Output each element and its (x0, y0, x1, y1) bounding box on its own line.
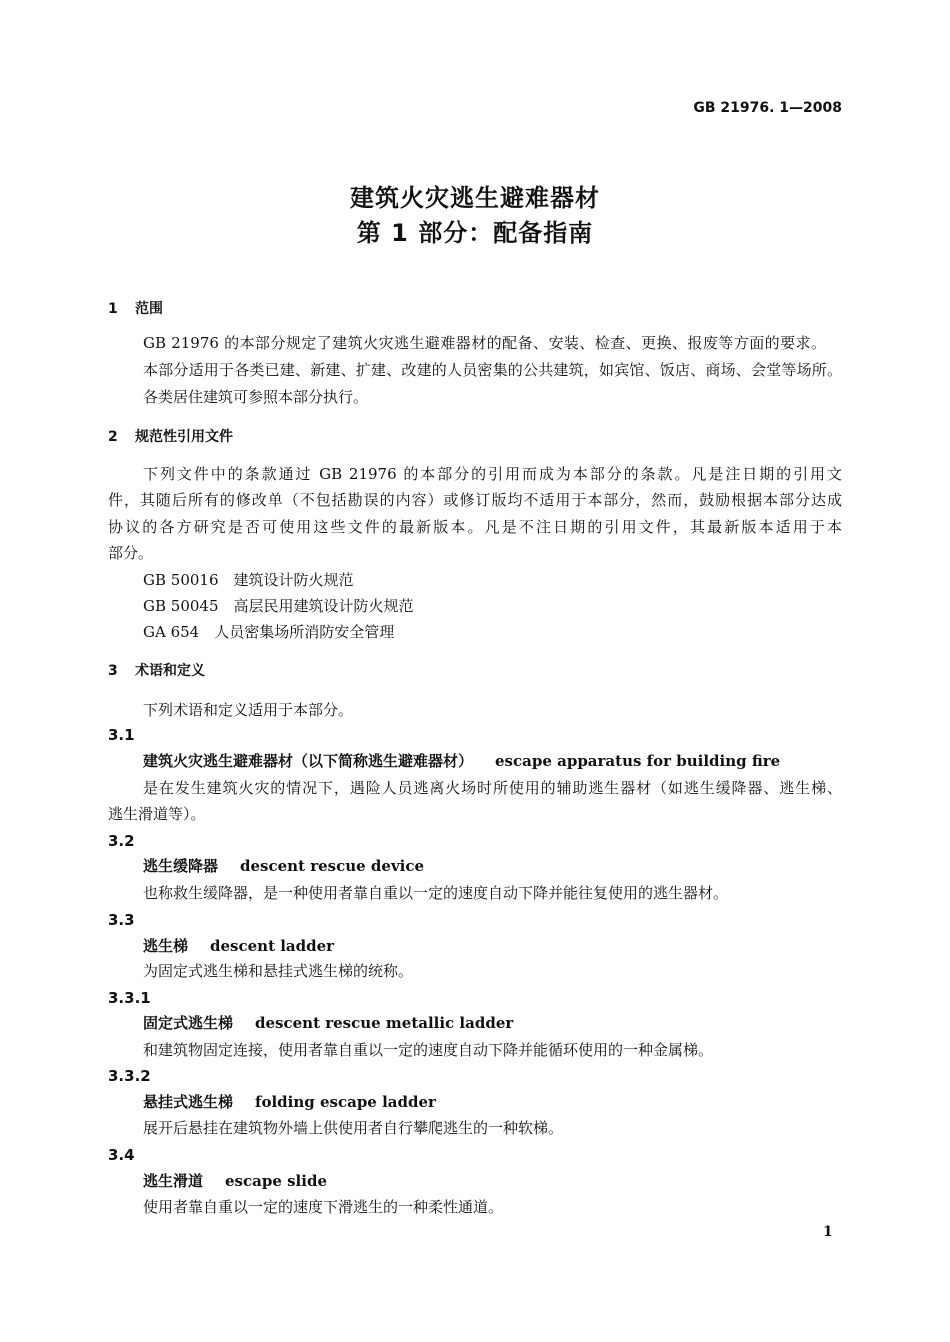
term-definition: 展开后悬挂在建筑物外墙上供使用者自行攀爬逃生的一种软梯。 (143, 1119, 564, 1137)
term-entry (143, 1092, 436, 1112)
section-title: 术语和定义 (135, 663, 205, 679)
paragraph-line: 本部分适用于各类已建、新建、扩建、改建的人员密集的公共建筑，如宾馆、饭店、商场、会堂等场所。 (143, 361, 842, 379)
paragraph-line: 各类居住建筑可参照本部分执行。 (143, 388, 369, 406)
term-definition: 也称救生缓降器，是一种使用者靠自重以一定的速度自动下降并能往复使用的逃生器材。 (143, 884, 729, 902)
document-title-line-1: 建筑火灾逃生避难器材 (350, 184, 600, 212)
term-english: folding escape ladder (255, 1093, 436, 1111)
section-heading-scope (108, 299, 163, 319)
reference-item (143, 596, 414, 616)
term-english: descent rescue metallic ladder (255, 1014, 514, 1032)
term-number: 3.4 (108, 1146, 135, 1164)
term-chinese: 悬挂式逃生梯 (143, 1093, 234, 1111)
term-definition: 和建筑物固定连接，使用者靠自重以一定的速度自动下降并能循环使用的一种金属梯。 (143, 1041, 714, 1059)
section-intro: 下列术语和定义适用于本部分。 (143, 701, 354, 719)
document-title-line-2: 第 1 部分：配备指南 (356, 219, 594, 247)
section-title: 范围 (135, 301, 163, 317)
term-definition: 使用者靠自重以一定的速度下滑逃生的一种柔性通道。 (143, 1198, 504, 1216)
term-chinese: 逃生梯 (143, 937, 189, 955)
term-number: 3.3 (108, 911, 135, 929)
term-number: 3.3.2 (108, 1067, 151, 1085)
term-chinese: 逃生缓降器 (143, 857, 219, 875)
term-chinese: 建筑火灾逃生避难器材（以下简称逃生避难器材） (143, 752, 474, 770)
reference-code: GB 50045 (143, 597, 219, 615)
term-entry (143, 751, 780, 771)
term-english: escape slide (225, 1172, 327, 1190)
page-number: 1 (823, 1224, 833, 1240)
paragraph-line: GB 21976 的本部分规定了建筑火灾逃生避难器材的配备、安装、检查、更换、报废等方面的要求。 (143, 334, 826, 352)
term-number: 3.3.1 (108, 989, 151, 1007)
standard-number: GB 21976. 1—2008 (693, 100, 842, 116)
section-heading-normative-references (108, 427, 233, 447)
term-chinese: 逃生滑道 (143, 1172, 204, 1190)
term-english: descent rescue device (240, 857, 425, 875)
section-number: 2 (108, 429, 118, 445)
reference-code: GA 654 (143, 623, 200, 641)
reference-code: GB 50016 (143, 571, 219, 589)
reference-title: 高层民用建筑设计防火规范 (233, 597, 414, 615)
section-number: 1 (108, 301, 118, 317)
term-entry (143, 936, 334, 956)
section-title: 规范性引用文件 (135, 429, 233, 445)
term-english: escape apparatus for building fire (495, 752, 781, 770)
reference-title: 建筑设计防火规范 (233, 571, 354, 589)
section-number: 3 (108, 663, 118, 679)
section-heading-terms-definitions (108, 661, 205, 681)
reference-item (143, 570, 354, 590)
reference-title: 人员密集场所消防安全管理 (214, 623, 395, 641)
term-entry (143, 1013, 513, 1033)
reference-item (143, 622, 394, 642)
paragraph-line: 件，其随后所有的修改单（不包括勘误的内容）或修订版均不适用于本部分，然而，鼓励根据本部分达成 (108, 491, 842, 509)
paragraph-line: 下列文件中的条款通过 GB 21976 的本部分的引用而成为本部分的条款。凡是注日期的引用文 (143, 465, 842, 483)
paragraph-line: 部分。 (108, 544, 154, 562)
term-definition: 为固定式逃生梯和悬挂式逃生梯的统称。 (143, 962, 414, 980)
term-definition: 逃生滑道等）。 (108, 805, 206, 823)
term-entry (143, 1171, 327, 1191)
term-entry (143, 856, 424, 876)
paragraph-line: 协议的各方研究是否可使用这些文件的最新版本。凡是不注日期的引用文件，其最新版本适用于本 (108, 518, 842, 536)
term-chinese: 固定式逃生梯 (143, 1014, 234, 1032)
term-number: 3.1 (108, 726, 135, 744)
term-number: 3.2 (108, 832, 135, 850)
term-english: descent ladder (210, 937, 335, 955)
term-definition: 是在发生建筑火灾的情况下，遇险人员逃离火场时所使用的辅助逃生器材（如逃生缓降器、逃生梯、 (143, 779, 842, 797)
